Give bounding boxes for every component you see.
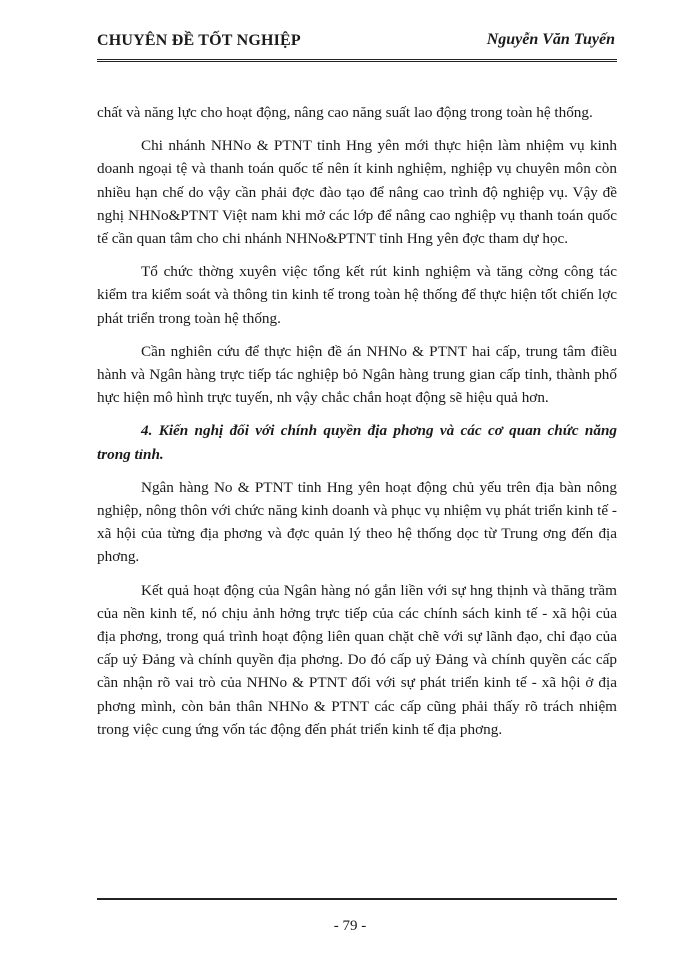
section-heading: 4. Kiến nghị đối với chính quyền địa phơng và các cơ quan chức năng trong tỉnh. <box>97 422 617 463</box>
body-paragraph: Tổ chức thờng xuyên việc tổng kết rút kinh nghiệm và tăng cờng công tác kiểm tra kiểm soát và thông tin kinh tế trong toàn hệ thống để thực hiện tốt chiến lợc phát triển trong toàn hệ thống. <box>97 263 617 327</box>
body-paragraph: chất và năng lực cho hoạt động, nâng cao năng suất lao động trong toàn hệ thống. <box>97 104 593 121</box>
page-body <box>97 101 617 751</box>
footer-divider <box>97 898 617 900</box>
page-header <box>97 30 617 60</box>
document-title: CHUYÊN ĐỀ TỐT NGHIỆP <box>97 32 301 49</box>
body-paragraph: Kết quả hoạt động của Ngân hàng nó gắn liền với sự hng thịnh và thăng trầm của nền kinh tế, nó chịu ảnh hởng trực tiếp của các chính sách kinh tế - xã hội của địa phơng, trong quá trình hoạt động liên quan chặt chẽ với sự lãnh đạo, chỉ đạo của cấp uỷ Đảng và chính quyền địa phơng. Do đó cấp uỷ Đảng và chính quyền các cấp cần nhận rõ vai trò của NHNo & PTNT đối với sự phát triển kinh tế - xã hội ở địa phơng mình, còn bản thân NHNo & PTNT các cấp cũng phải thấy rõ trách nhiệm trong việc cung ứng vốn tác động đến phát triển kinh tế địa phơng. <box>97 581 617 738</box>
body-paragraph: Cần nghiên cứu để thực hiện đề án NHNo & PTNT hai cấp, trung tâm điều hành và Ngân hàng trực tiếp tác nghiệp bỏ Ngân hàng trung gian cấp tỉnh, thành phố hực hiện mô hình trực tuyến, nh vậy chắc chắn hoạt động sẽ hiệu quả hơn. <box>97 342 617 407</box>
body-paragraph: Chi nhánh NHNo & PTNT tỉnh Hng yên mới thực hiện làm nhiệm vụ kinh doanh ngoại tệ và thanh toán quốc tế nên ít kinh nghiệm, nghiệp vụ chuyên môn còn nhiều hạn chế do vậy cần phải đợc đào tạo để nâng cao trình độ nghiệp vụ. Vậy đề nghị NHNo&PTNT Việt nam khi mở các lớp để nâng cao nghiệp vụ thanh toán quốc tế cần quan tâm cho chi nhánh NHNo&PTNT tỉnh Hng yên đợc tham dự học. <box>97 137 617 248</box>
author-name: Nguyễn Văn Tuyến <box>486 31 615 48</box>
header-divider <box>97 59 617 62</box>
page-number: - 79 - <box>333 918 367 934</box>
body-paragraph: Ngân hàng No & PTNT tỉnh Hng yên hoạt động chủ yếu trên địa bàn nông nghiệp, nông thôn với chức năng kinh doanh và phục vụ nhiệm vụ phát triển kinh tế - xã hội của từng địa phơng và đợc quản lý theo hệ thống dọc từ Trung ơng đến địa phơng. <box>97 478 617 566</box>
